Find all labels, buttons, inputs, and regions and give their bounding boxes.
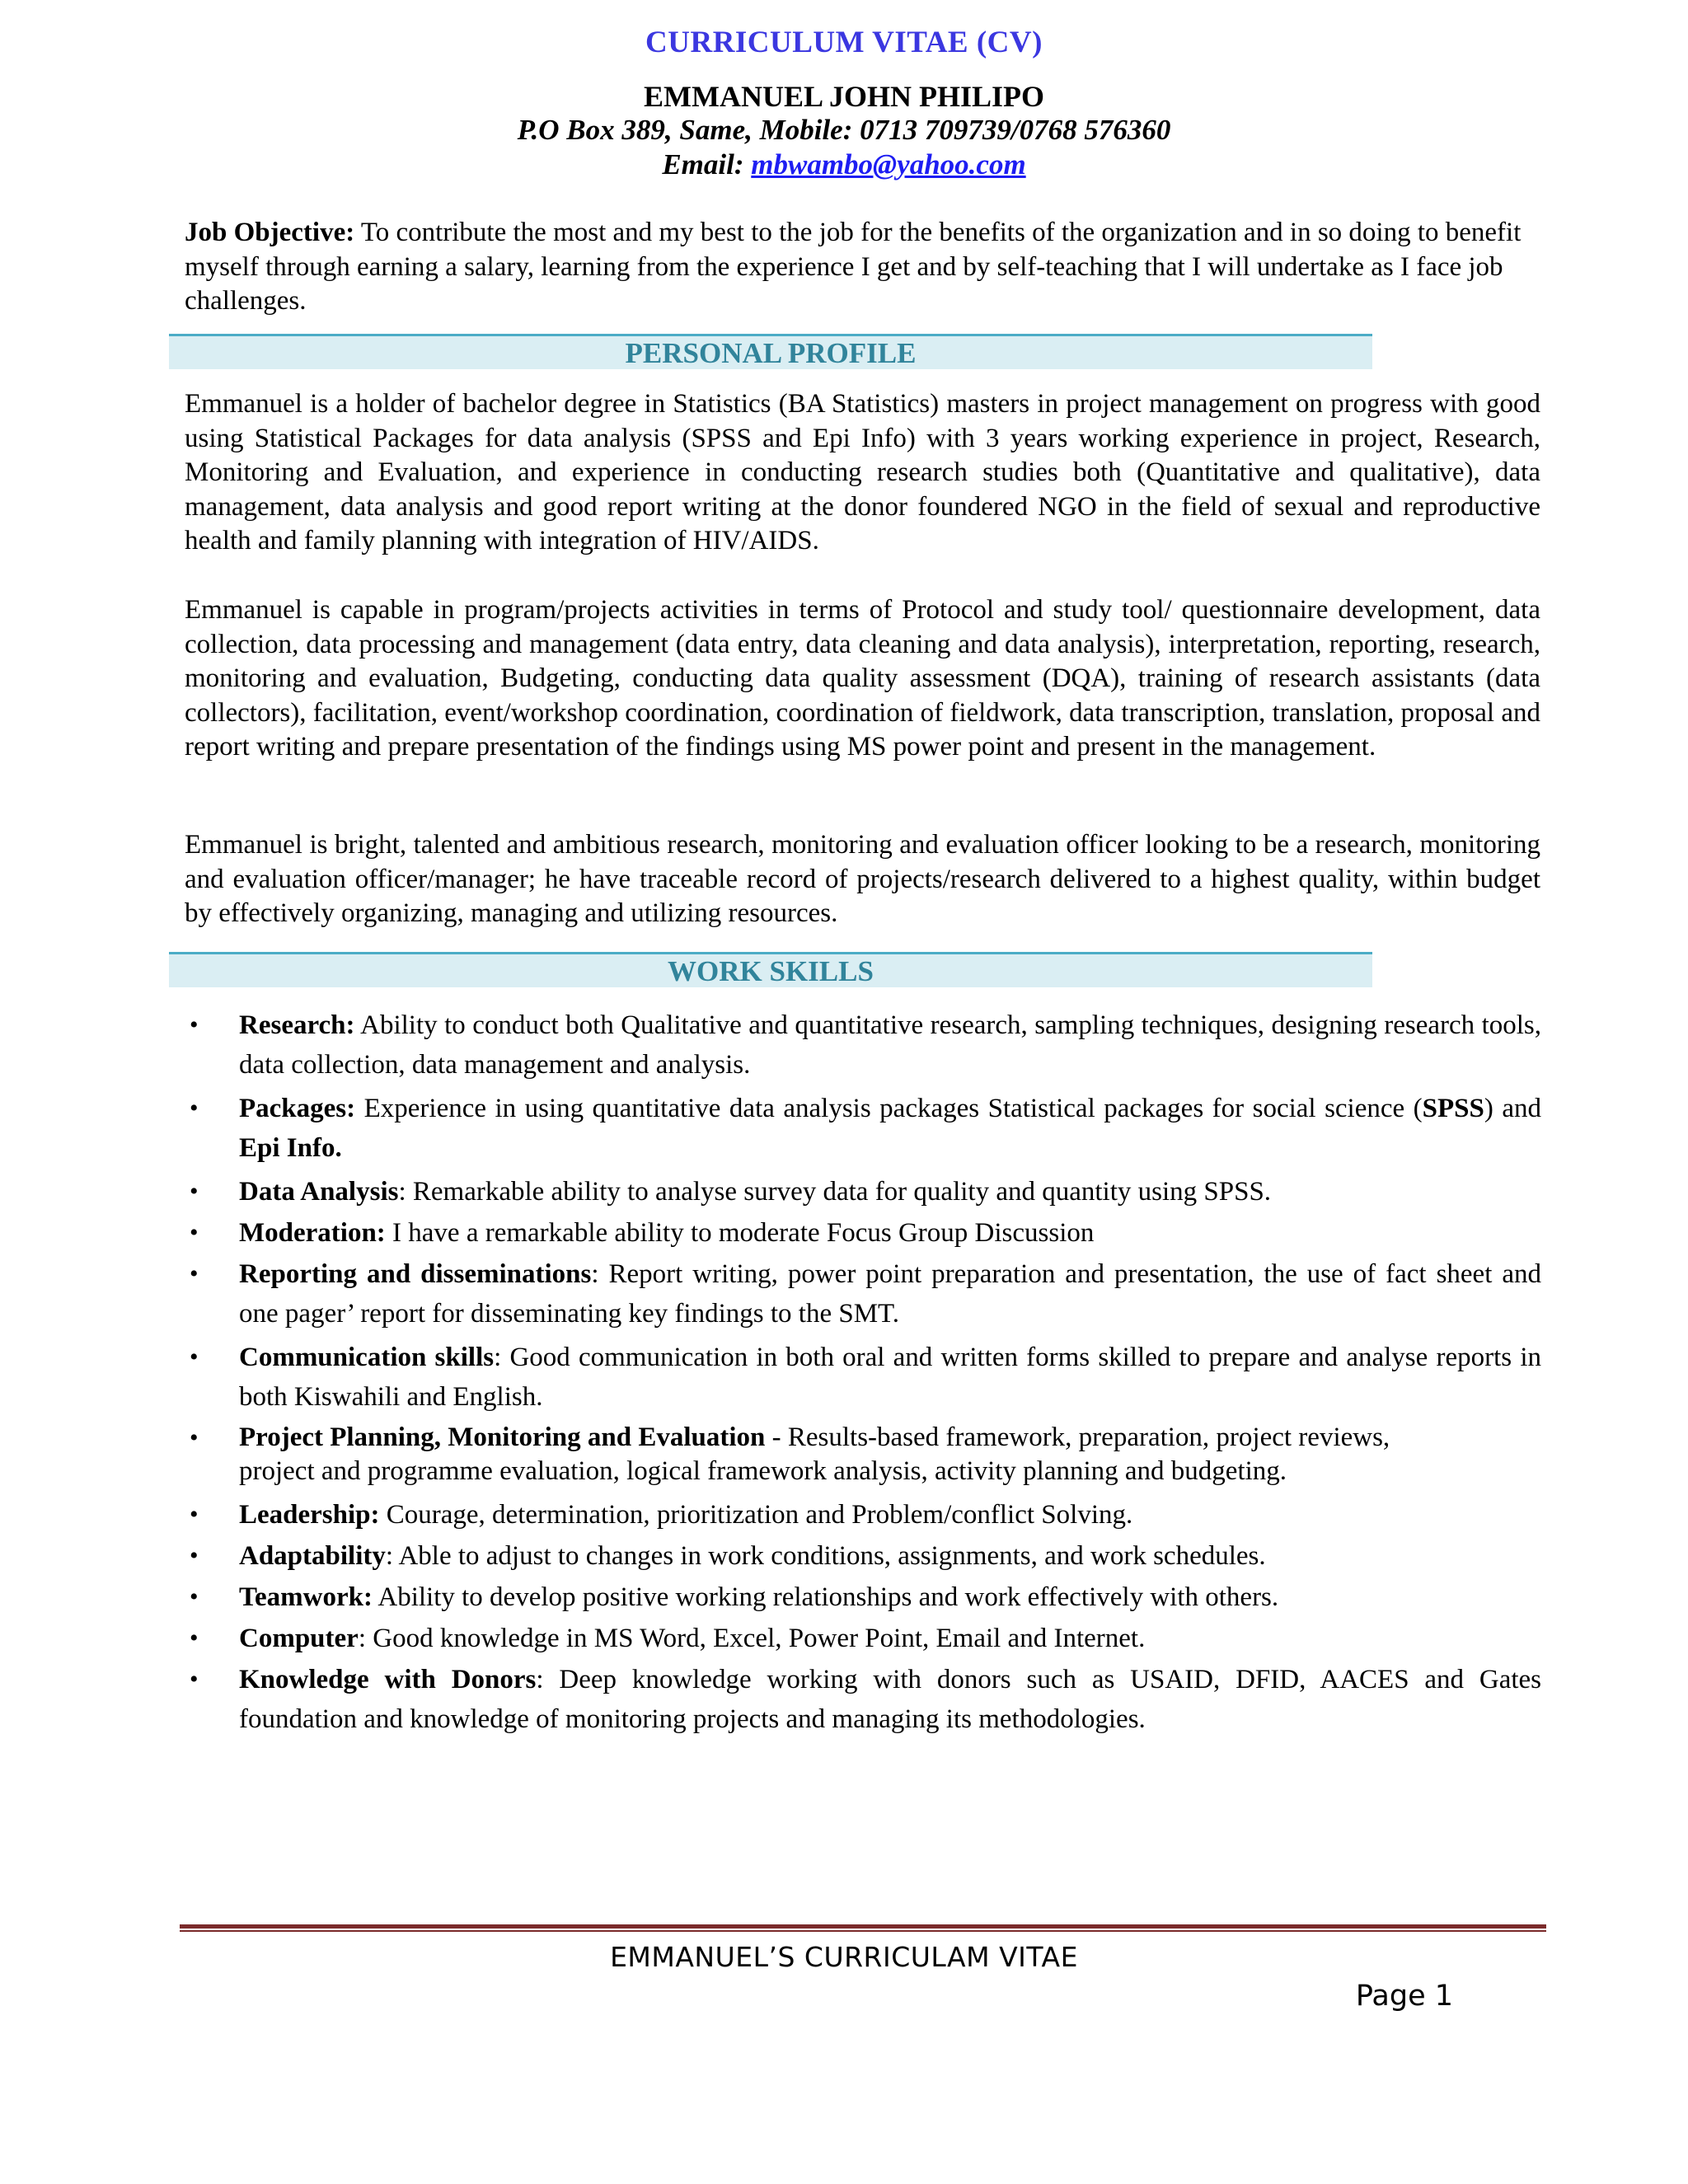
skill-text-bold: Epi Info.	[239, 1133, 342, 1163]
bullet-icon: •	[190, 1624, 199, 1652]
profile-paragraph: Emmanuel is capable in program/projects activities in terms of Protocol and study tool/ questionnaire development, data collection, data processing and management (data entry, data cleaning and data analysis), interpretation, reporting, research, monitoring and evaluation, Budgeting, conducting data quality assessment (DQA), training of research assistants (data collectors), facilitation, event/workshop coordination, coordination of fieldwork, data transcription, translation, proposal and report writing and prepare presentation of the findings using MS power point and present in the management.	[185, 595, 1540, 762]
footer-divider	[180, 1924, 1546, 1929]
email-line	[0, 148, 1688, 181]
profile-paragraph: Emmanuel is bright, talented and ambitious research, monitoring and evaluation officer looking to be a research, monitoring and evaluation officer/manager; he have traceable record of projects/research delivered to a highest quality, within budget by effectively organizing, managing and utilizing resources.	[185, 830, 1540, 928]
email-label: Email:	[662, 148, 752, 180]
work-skills-heading: WORK SKILLS	[169, 952, 1372, 987]
skill-title: Research:	[239, 1010, 355, 1040]
bullet-icon: •	[190, 1343, 199, 1371]
skill-title: Adaptability	[239, 1541, 386, 1571]
skill-title: Computer	[239, 1624, 359, 1653]
candidate-name: EMMANUEL JOHN PHILIPO	[643, 80, 1045, 113]
contact-details: P.O Box 389, Same, Mobile: 0713 709739/0768 576360	[517, 114, 1171, 146]
skill-item	[190, 1536, 1541, 1576]
footer-divider	[180, 1930, 1546, 1932]
bullet-icon: •	[190, 1094, 199, 1122]
skill-text: Experience in using quantitative data analysis packages Statistical packages for social science (	[355, 1094, 1423, 1123]
skill-item	[190, 1005, 1541, 1085]
skill-text: : Deep knowledge working with donors such as USAID, DFID, AACES and Gates foundation and knowledge of monitoring projects and managing its methodologies.	[239, 1665, 1542, 1734]
skill-item	[190, 1172, 1541, 1212]
skill-text-bold: SPSS	[1422, 1094, 1484, 1123]
bullet-icon: •	[190, 1260, 199, 1287]
skill-text: : Report writing, power point preparation and presentation, the use of fact sheet and one pager’ report for disseminating key findings to the SMT.	[239, 1259, 1541, 1329]
bullet-icon: •	[190, 1666, 199, 1693]
skill-item	[190, 1619, 1541, 1658]
skill-text: : Able to adjust to changes in work conditions, assignments, and work schedules.	[385, 1541, 1266, 1571]
bullet-icon: •	[190, 1424, 199, 1451]
bullet-icon: •	[190, 1501, 199, 1528]
bullet-icon: •	[190, 1178, 199, 1205]
skill-item	[190, 1338, 1541, 1417]
job-objective-text: To contribute the most and my best to the job for the benefits of the organization and in so doing to benefit myself through earning a salary, learning from the experience I get and by self-teaching that I will undertake as I face job challenges.	[185, 218, 1522, 316]
work-skills-list	[190, 1005, 1542, 1741]
skill-item	[190, 1089, 1541, 1168]
bullet-icon: •	[190, 1219, 199, 1246]
skill-title: Packages:	[239, 1094, 356, 1123]
skill-title: Teamwork:	[239, 1582, 373, 1612]
skill-item	[190, 1213, 1541, 1253]
page-number: Page 1	[1355, 1980, 1453, 2013]
skill-item	[190, 1577, 1541, 1617]
skill-title: Project Planning, Monitoring and Evaluation	[239, 1422, 766, 1452]
skill-text: Ability to develop positive working relationships and work effectively with others.	[372, 1582, 1279, 1612]
skill-title: Moderation:	[239, 1218, 386, 1248]
document-title: CURRICULUM VITAE (CV)	[645, 26, 1043, 59]
skill-title: Knowledge with Donors	[239, 1665, 537, 1694]
skill-item	[190, 1421, 1541, 1488]
bullet-icon: •	[190, 1583, 199, 1610]
skill-text: Ability to conduct both Qualitative and quantitative research, sampling techniques, designing research tools, data collection, data management and analysis.	[239, 1010, 1541, 1080]
job-objective-label: Job Objective:	[185, 218, 355, 247]
skill-item	[190, 1660, 1542, 1739]
skill-text: - Results-based framework, preparation, project reviews, project and programme evaluation, logical framework analysis, activity planning and budgeting.	[239, 1422, 1390, 1486]
bullet-icon: •	[190, 1011, 199, 1038]
skill-text: : Remarkable ability to analyse survey data for quality and quantity using SPSS.	[398, 1177, 1272, 1207]
profile-paragraph: Emmanuel is a holder of bachelor degree in Statistics (BA Statistics) masters in project management on progress with good using Statistical Packages for data analysis (SPSS and Epi Info) with 3 years working experience in project, Research, Monitoring and Evaluation, and experience in conducting research studies both (Quantitative and qualitative), data management, data analysis and good report writing at the donor foundered NGO in the field of sexual and reproductive health and family planning with integration of HIV/AIDS.	[185, 389, 1540, 555]
skill-item	[190, 1495, 1541, 1535]
email-link[interactable]: mbwambo@yahoo.com	[751, 148, 1026, 180]
skill-title: Reporting and disseminations	[239, 1259, 592, 1289]
skill-title: Leadership:	[239, 1500, 380, 1530]
skill-text: ) and	[1484, 1094, 1541, 1123]
skill-item	[190, 1254, 1541, 1333]
skill-text: : Good communication in both oral and written forms skilled to prepare and analyse reports in both Kiswahili and English.	[239, 1343, 1541, 1412]
personal-profile-heading: PERSONAL PROFILE	[169, 334, 1372, 369]
footer-title: EMMANUEL’S CURRICULAM VITAE	[610, 1941, 1078, 1973]
skill-text: Courage, determination, prioritization and Problem/conflict Solving.	[379, 1500, 1133, 1530]
skill-title: Communication skills	[239, 1343, 495, 1372]
skill-text: : Good knowledge in MS Word, Excel, Power Point, Email and Internet.	[358, 1624, 1146, 1653]
skill-text: I have a remarkable ability to moderate Focus Group Discussion	[385, 1218, 1095, 1248]
bullet-icon: •	[190, 1542, 199, 1569]
skill-title: Data Analysis	[239, 1177, 399, 1207]
job-objective	[185, 216, 1540, 319]
